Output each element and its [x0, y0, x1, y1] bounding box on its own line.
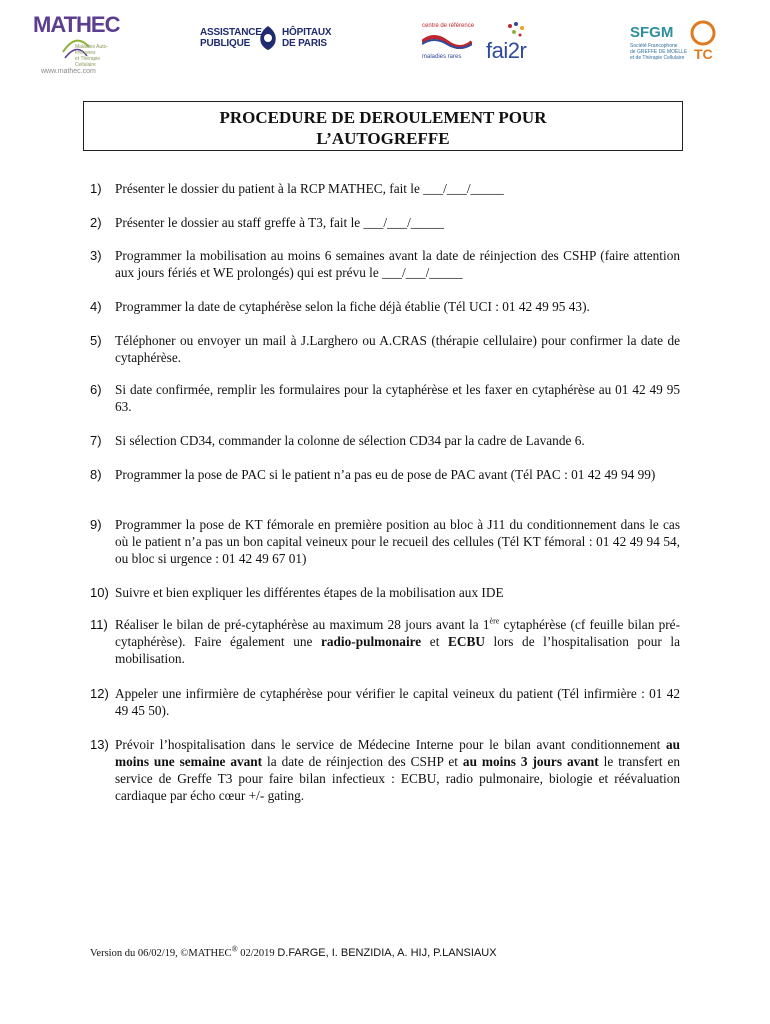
list-text-d: lors de l’hospitalisation pour la mobilisation. — [115, 634, 680, 666]
list-text-c: et — [421, 634, 448, 649]
list-text: Si sélection CD34, commander la colonne de sélection CD34 par la cadre de Lavande 6. — [115, 433, 585, 448]
fai2r-top-text: centre de référence — [422, 23, 475, 29]
list-text: Programmer la mobilisation au moins 6 semaines avant la date de réinjection des CSHP (faire attention aux jours fériés et WE prolongés) qui est prévu le ___/___/_____ — [115, 248, 680, 280]
list-number: 4) — [90, 299, 102, 314]
fai2r-word: fai2r — [486, 38, 527, 63]
list-number: 7) — [90, 433, 102, 448]
list-number: 3) — [90, 248, 102, 263]
list-text: Si date confirmée, remplir les formulaires pour la cytaphérèse et les faxer en cytaphérèse au 01 42 49 95 63. — [115, 382, 680, 414]
list-item-10 — [90, 584, 680, 601]
list-item-8 — [90, 466, 680, 483]
aphp-line1-right: HÔPITAUX — [282, 27, 332, 38]
aphp-line2-left: PUBLIQUE — [200, 38, 251, 49]
mathec-logo-word: MATHEC — [33, 12, 120, 37]
sfgm-sub1: Société Francophone — [630, 43, 678, 49]
bold-3days: au moins 3 jours avant — [462, 754, 599, 769]
footer — [90, 944, 497, 959]
list-number: 2) — [90, 215, 102, 230]
list-item-12 — [90, 685, 680, 719]
mathec-subtitle-1: Maladies Auto-Immunes — [75, 44, 109, 56]
fai2r-wave-icon — [422, 32, 472, 50]
list-item-6 — [90, 381, 680, 415]
list-text-b: la date de réinjection des CSHP et — [262, 754, 463, 769]
list-number: 11) — [90, 617, 108, 632]
list-text: Suivre et bien expliquer les différentes étapes de la mobilisation aux IDE — [115, 585, 504, 600]
sfgm-sub3: et de Thérapie Cellulaire — [630, 55, 685, 61]
list-item-2 — [90, 214, 680, 231]
list-number: 6) — [90, 382, 102, 397]
list-number: 1) — [90, 181, 102, 196]
list-text-a: Réaliser le bilan de pré-cytaphérèse au maximum 28 jours avant la 1 — [115, 617, 490, 632]
sfgm-ring-icon — [688, 18, 718, 48]
bold-week: au moins une semaine avant — [115, 737, 680, 769]
sfgm-logo — [628, 16, 728, 66]
fai2r-small-text: maladies rares — [422, 54, 462, 60]
list-item-4 — [90, 298, 680, 315]
list-text: Présenter le dossier du patient à la RCP MATHEC, fait le ___/___/_____ — [115, 181, 504, 196]
list-number: 12) — [90, 686, 109, 701]
aphp-line2-right: DE PARIS — [282, 38, 327, 49]
list-item-5 — [90, 332, 680, 366]
list-text: Appeler une infirmière de cytaphérèse pour vérifier le capital veineux du patient (Tél infirmière : 01 42 49 45 50). — [115, 686, 680, 718]
list-text: Programmer la pose de PAC si le patient n’a pas eu de pose de PAC avant (Tél PAC : 01 42 49 94 99) — [115, 467, 656, 482]
list-text: Téléphoner ou envoyer un mail à J.Larghero ou A.CRAS (thérapie cellulaire) pour confirmer la date de cytaphérèse. — [115, 333, 680, 365]
sfgm-word: SFGM — [630, 24, 674, 41]
footer-reg: ® — [231, 944, 238, 954]
list-text: Présenter le dossier au staff greffe à T3, fait le ___/___/_____ — [115, 215, 445, 230]
aphp-line1-left: ASSISTANCE — [200, 27, 262, 38]
list-item-1 — [90, 180, 680, 197]
list-number: 8) — [90, 467, 102, 482]
mathec-logo — [33, 12, 120, 78]
fai2r-logo — [420, 18, 550, 68]
list-text-c: le transfert en service de Greffe T3 pour faire bilan infectieux : ECBU, radio pulmonaire, biologie et réévaluation cardiaque par écho cœur +/- gating. — [115, 754, 681, 803]
sfgm-tc: TC — [694, 46, 713, 62]
list-text-a: Prévoir l’hospitalisation dans le service de Médecine Interne pour le bilan avant conditionnement — [115, 737, 666, 752]
list-number: 13) — [90, 737, 109, 752]
footer-date: 02/2019 — [237, 948, 278, 959]
list-number: 9) — [90, 517, 102, 532]
mathec-url: www.mathec.com — [41, 68, 96, 75]
list-item-13 — [90, 736, 680, 804]
aphp-emblem-icon — [257, 25, 279, 51]
footer-authors: D.FARGE, I. BENZIDIA, A. HIJ, P.LANSIAUX — [277, 947, 497, 959]
title-line-1: PROCEDURE DE DEROULEMENT POUR — [219, 108, 547, 127]
list-text: Programmer la pose de KT fémorale en première position au bloc à J11 du conditionnement dans le cas où le patient n’a pas un bon capital veineux pour le recueil des cellules (Tél KT fémoral : 01 42 49 94 54, ou bloc si urgence : 01 42 49 67 01) — [115, 517, 680, 566]
aphp-logo — [200, 25, 340, 55]
sfgm-sub2: de GREFFE DE MOELLE — [630, 49, 688, 55]
list-item-3 — [90, 247, 680, 281]
list-item-11 — [90, 616, 680, 667]
fai2r-dots-icon — [502, 20, 530, 40]
bold-ecbu: ECBU — [447, 634, 485, 649]
list-text: Programmer la date de cytaphérèse selon la fiche déjà établie (Tél UCI : 01 42 49 95 43). — [115, 299, 590, 314]
list-number: 10) — [90, 585, 109, 600]
list-item-7 — [90, 432, 680, 449]
list-number: 5) — [90, 333, 102, 348]
mathec-subtitle-2: et Thérapie Cellulaire — [75, 56, 101, 68]
footer-version: Version du 06/02/19, ©MATHEC — [90, 948, 232, 959]
document-title-box — [83, 101, 683, 151]
list-text-b: cytaphérèse (cf feuille bilan pré-cytaphérèse). Faire également une — [115, 617, 680, 649]
superscript: ère — [489, 616, 500, 626]
title-line-2: L’AUTOGREFFE — [316, 129, 450, 148]
bold-radio: radio-pulmonaire — [320, 634, 422, 649]
list-item-9 — [90, 516, 680, 567]
